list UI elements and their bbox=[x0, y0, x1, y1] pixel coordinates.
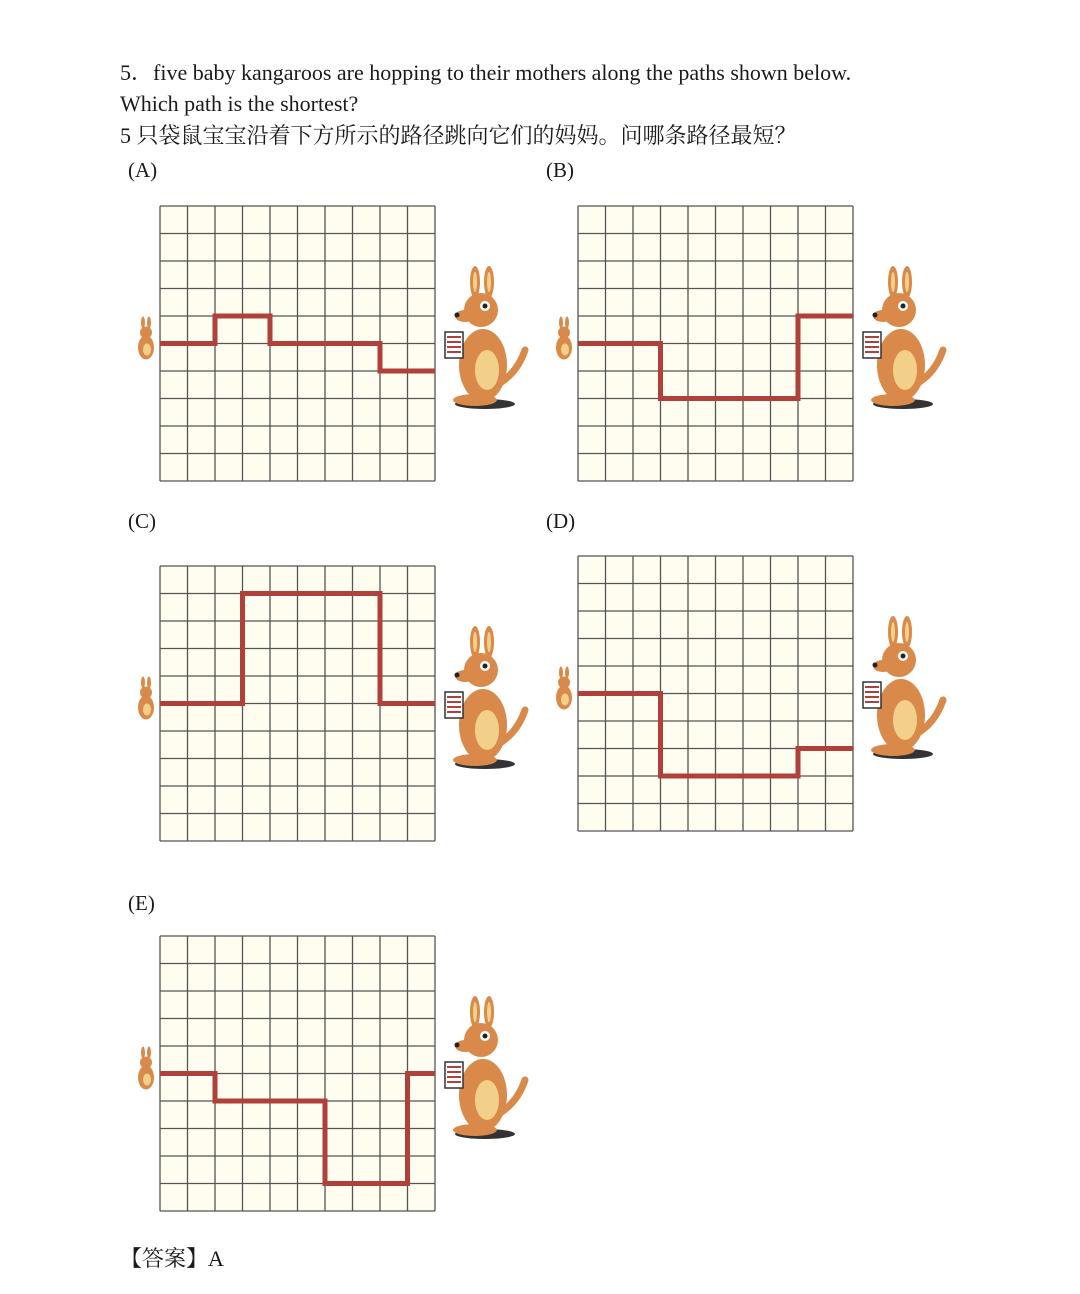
mother-kangaroo-icon bbox=[445, 996, 525, 1139]
option-c-panel bbox=[128, 560, 530, 860]
option-b-label: (B) bbox=[546, 158, 574, 182]
option-d-label: (D) bbox=[546, 509, 576, 533]
baby-kangaroo-icon bbox=[556, 317, 572, 360]
option-b-figure bbox=[546, 200, 948, 500]
option-c-label: (C) bbox=[128, 509, 156, 533]
baby-kangaroo-icon bbox=[138, 317, 154, 360]
option-d-figure bbox=[546, 550, 948, 850]
question-line-1: 5．five baby kangaroos are hopping to their mothers along the paths shown below. bbox=[120, 60, 852, 85]
option-d-panel bbox=[546, 550, 948, 850]
baby-kangaroo-icon bbox=[556, 667, 572, 710]
option-a-label: (A) bbox=[128, 158, 158, 182]
option-e-panel bbox=[128, 930, 530, 1230]
mother-kangaroo-icon bbox=[863, 266, 943, 409]
option-c-figure bbox=[128, 560, 530, 860]
option-a-panel bbox=[128, 200, 530, 500]
mother-kangaroo-icon bbox=[445, 626, 525, 769]
option-b-panel bbox=[546, 200, 948, 500]
answer-text: 【答案】A bbox=[120, 1246, 224, 1271]
mother-kangaroo-icon bbox=[445, 266, 525, 409]
option-a-figure bbox=[128, 200, 530, 500]
baby-kangaroo-icon bbox=[138, 1047, 154, 1090]
baby-kangaroo-icon bbox=[138, 677, 154, 720]
question-line-2: Which path is the shortest? bbox=[120, 91, 359, 116]
option-e-label: (E) bbox=[128, 891, 155, 915]
option-e-figure bbox=[128, 930, 530, 1230]
mother-kangaroo-icon bbox=[863, 616, 943, 759]
question-line-3-chinese: 5 只袋鼠宝宝沿着下方所示的路径跳向它们的妈妈。问哪条路径最短？ bbox=[120, 123, 797, 148]
